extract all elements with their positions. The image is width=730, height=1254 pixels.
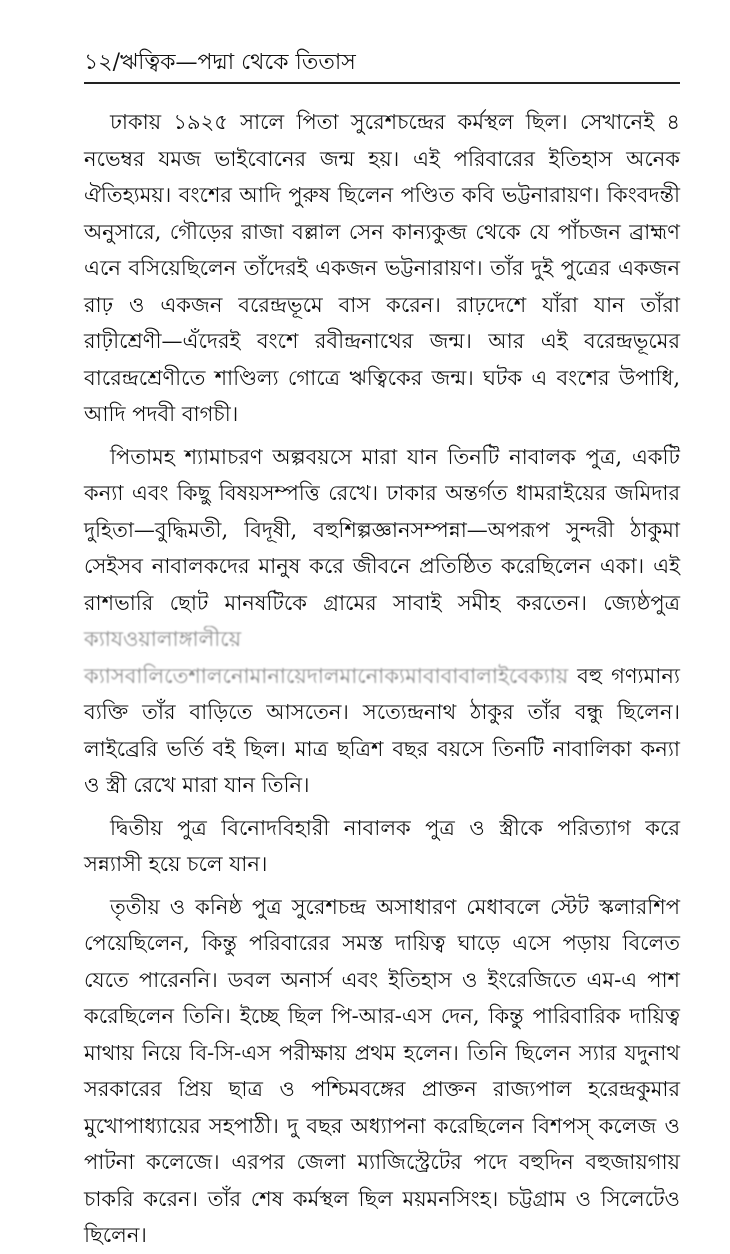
paragraph-text: দ্বিতীয় পুত্র বিনোদবিহারী নাবালক পুত্র ও স্ত্রীকে পরিত্যাগ করে সন্ন্যাসী হয়ে চলে যান। (84, 815, 680, 876)
paragraph-grandfather (84, 439, 680, 804)
paragraph-lineage (84, 104, 680, 433)
running-head: ১২/ঋত্বিক—পদ্মা থেকে তিতাস (84, 48, 680, 84)
smudged-line: ক্যাযওয়ালাঙ্গালীয়ে ক্যাসবালিতেশালনোমানায়েদালমানোক্যমাবাবাবালাইবেক্যায় (84, 627, 569, 688)
paragraph-text: তৃতীয় ও কনিষ্ঠ পুত্র সুরেশচন্দ্র অসাধারণ মেধাবলে স্টেট স্কলারশিপ পেয়েছিলেন, কিন্তু পরিবারের সমস্ত দায়িত্ব ঘাড়ে এসে পড়ায় বিলেত যেতে পারেননি। ডবল অনার্স এবং ইতিহাস ও ইংরেজিতে এম-এ পাশ করেছিলেন তিনি। ইচ্ছে ছিল পি-আর-এস দেন, কিন্তু পারিবারিক দায়িত্ব মাথায় নিয়ে বি-সি-এস পরীক্ষায় প্রথম হলেন। তিনি ছিলেন স্যার যদুনাথ সরকারের প্রিয় ছাত্র ও পশ্চিমবঙ্গের প্রাক্তন রাজ্যপাল হরেন্দ্রকুমার মুখোপাধ্যায়ের সহপাঠী। দু বছর অধ্যাপনা করেছিলেন বিশপস্ কলেজ ও পাটনা কলেজে। এরপর জেলা ম্যাজিস্ট্রেটের পদে বহুদিন বহুজায়গায় চাকরি করেন। তাঁর শেষ কর্মস্থল ছিল ময়মনসিংহ। চট্টগ্রাম ও সিলেটেও ছিলেন। (84, 894, 680, 1247)
body-text (84, 104, 680, 1254)
paragraph-third-son (84, 889, 680, 1254)
paragraph-text: বহু গণ্যমান্য ব্যক্তি তাঁর বাড়িতে আসতেন। সত্যেন্দ্রনাথ ঠাকুর তাঁর বন্ধু ছিলেন। লাইব্রেরি ভর্তি বই ছিল। মাত্র ছত্রিশ বছর বয়সে তিনটি নাবালিকা কন্যা ও স্ত্রী রেখে মারা যান তিনি। (84, 663, 680, 797)
paragraph-text: পিতামহ শ্যামাচরণ অল্পবয়সে মারা যান তিনটি নাবালক পুত্র, একটি কন্যা এবং কিছু বিষয়সম্পত্তি রেখে। ঢাকার অন্তর্গত ধামরাইয়ের জমিদার দুহিতা—বুদ্ধিমতী, বিদূষী, বহুশিল্পজ্ঞানসম্পন্না—অপরূপ সুন্দরী ঠাকুমা সেইসব নাবালকদের মানুষ করে জীবনে প্রতিষ্ঠিত করেছিলেন একা। এই রাশভারি ছোট মানষটিকে গ্রামের সাবাই সমীহ করতেন। জ্যেষ্ঠপুত্র (84, 444, 680, 615)
paragraph-second-son (84, 810, 680, 883)
paragraph-text: ঢাকায় ১৯২৫ সালে পিতা সুরেশচন্দ্রের কর্মস্থল ছিল। সেখানেই ৪ নভেম্বর যমজ ভাইবোনের জন্ম হয়। এই পরিবারের ইতিহাস অনেক ঐতিহ্যময়। বংশের আদি পুরুষ ছিলেন পণ্ডিত কবি ভট্টনারায়ণ। কিংবদন্তী অনুসারে, গৌড়ের রাজা বল্লাল সেন কান্যকুব্জ থেকে যে পাঁচজন ব্রাহ্মণ এনে বসিয়েছিলেন তাঁদেরই একজন ভট্টনারায়ণ। তাঁর দুই পুত্রের একজন রাঢ় ও একজন বরেন্দ্রভূমে বাস করেন। রাঢ়দেশে যাঁরা যান তাঁরা রাঢ়ীশ্রেণী—এঁদেরই বংশে রবীন্দ্রনাথের জন্ম। আর এই বরেন্দ্রভূমের বারেন্দ্রশ্রেণীতে শাণ্ডিল্য গোত্রে ঋত্বিকের জন্ম। ঘটক এ বংশের উপাধি, আদি পদবী বাগচী। (84, 110, 680, 426)
